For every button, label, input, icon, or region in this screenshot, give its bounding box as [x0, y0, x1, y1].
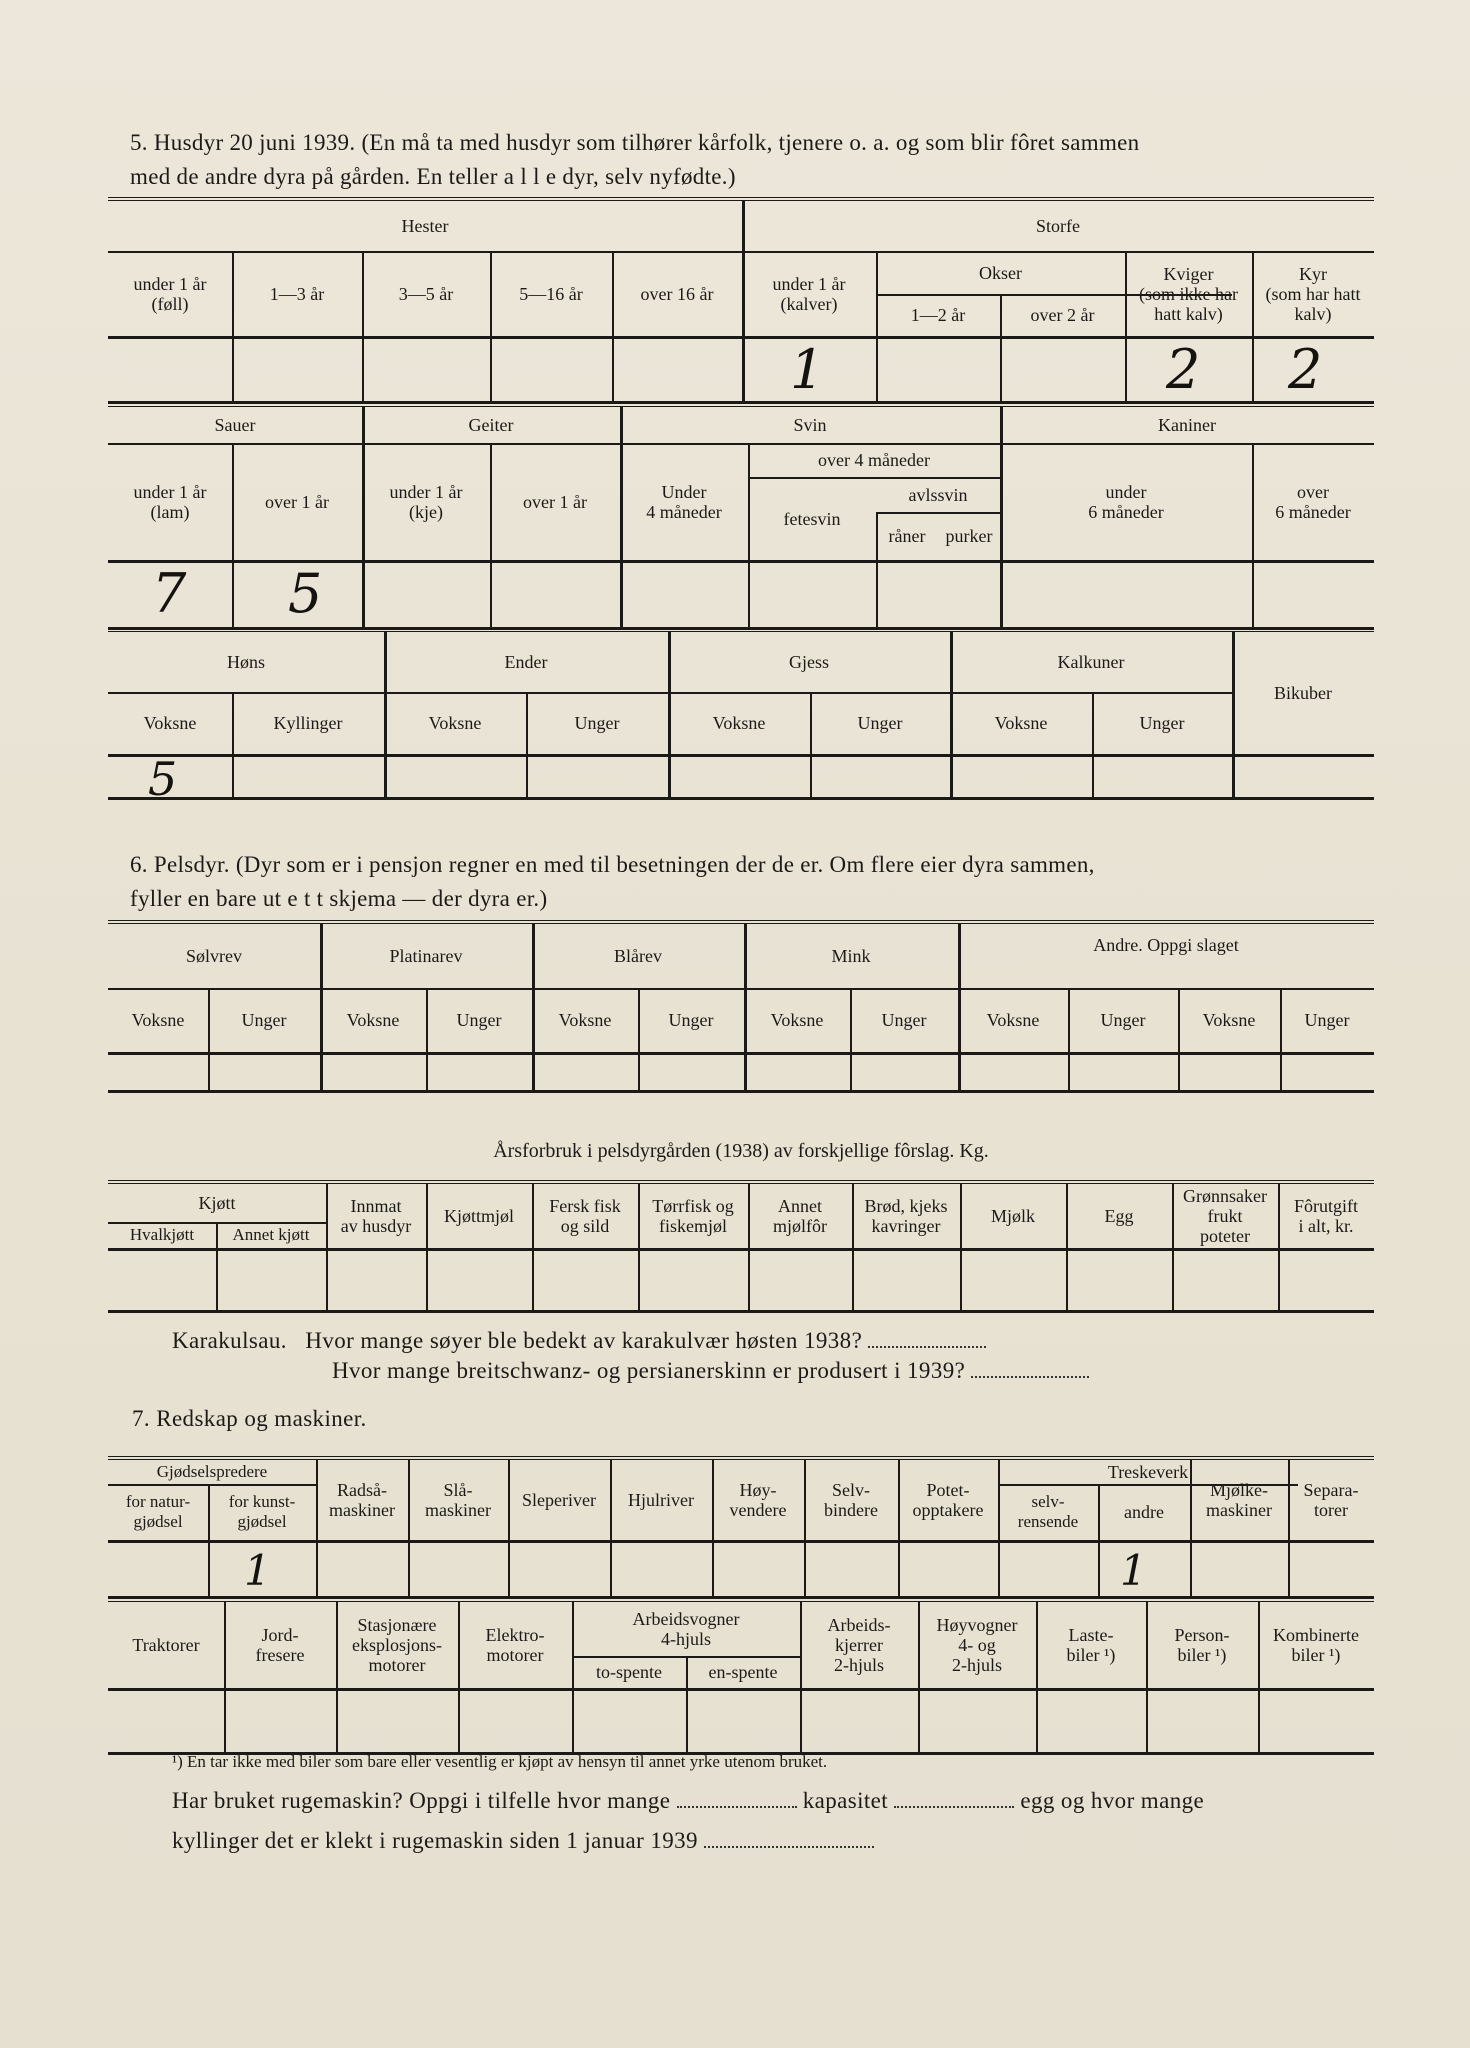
treskeverk-col-andre: andre: [1124, 1502, 1164, 1522]
solvrev-col-voksne: Voksne: [131, 1010, 185, 1030]
arbeidsvogner-col-en-spente: en-spente: [708, 1662, 778, 1682]
table-sauer-svin: [108, 403, 1374, 630]
col-sleperiver: Sleperiver: [522, 1490, 596, 1510]
kalkuner-header: Kalkuner: [1057, 652, 1125, 672]
andre1-col-unger: Unger: [1100, 1010, 1146, 1030]
kaniner-col-over6: over 6 måneder: [1275, 481, 1351, 522]
svin-col-under4: Under 4 måneder: [646, 481, 722, 522]
forbruk-col-innmat: Innmat av husdyr: [340, 1196, 412, 1236]
treskeverk-header: Treskeverk: [1107, 1462, 1189, 1482]
geiter-header: Geiter: [468, 415, 514, 435]
col-elektromotorer: Elektro- motorer: [485, 1625, 545, 1665]
storfe-header: Storfe: [1036, 216, 1080, 236]
kalkuner-col-unger: Unger: [1139, 713, 1185, 733]
value-kalver[interactable]: 1: [790, 338, 825, 401]
forbruk-col-mjolk: Mjølk: [990, 1206, 1035, 1226]
svin-over4-header: over 4 måneder: [818, 450, 930, 470]
gjess-col-unger: Unger: [857, 713, 903, 733]
rugemaskin-line-1: [172, 1788, 1204, 1814]
solvrev-header: Sølvrev: [186, 946, 242, 966]
value-kyr[interactable]: 2: [1288, 338, 1323, 401]
gjodsel-col-kunst: for kunst- gjødsel: [228, 1492, 296, 1531]
kaniner-header: Kaniner: [1158, 415, 1216, 435]
section-6-heading-line1: 6. Pelsdyr. (Dyr som er i pensjon regner en med til besetningen der de er. Om flere eier dyra sammen,: [130, 852, 1095, 877]
karakul-q2-answer-field[interactable]: [971, 1358, 1089, 1378]
forbruk-col-hvalkjott: Hvalkjøtt: [129, 1225, 195, 1244]
footnote-biler: ¹) En tar ikke med biler som bare eller vesentlig er kjøpt av hensyn til annet yrke utenom bruket.: [172, 1752, 828, 1771]
okser-col-1-2: 1—2 år: [910, 305, 966, 325]
rugemaskin-antall-field[interactable]: [677, 1788, 797, 1808]
col-lastebiler: Laste- biler ¹): [1066, 1625, 1116, 1665]
section-5-heading-line2: med de andre dyra på gården. En teller a l l e dyr, selv nyfødte.): [130, 164, 736, 189]
rugemaskin-q1c: egg og hvor mange: [1020, 1788, 1205, 1813]
andre2-col-unger: Unger: [1304, 1010, 1350, 1030]
hester-col-foll: under 1 år (føll): [133, 273, 207, 314]
value-sau-over1[interactable]: 5: [288, 562, 323, 625]
mink-col-unger: Unger: [881, 1010, 927, 1030]
storfe-col-kyr: Kyr (som har hatt kalv): [1265, 263, 1361, 324]
forbruk-col-annet-mjolfor: Annet mjølfôr: [773, 1196, 827, 1236]
col-hjulriver: Hjulriver: [628, 1490, 694, 1510]
rugemaskin-kapasitet-field[interactable]: [894, 1788, 1014, 1808]
col-radsamaskiner: Radså- maskiner: [329, 1480, 395, 1520]
value-treskeverk-andre[interactable]: 1: [1120, 1546, 1147, 1595]
col-hoyvendere: Høy- vendere: [729, 1480, 787, 1520]
blarev-header: Blårev: [614, 946, 662, 966]
forbruk-col-gronnsaker: Grønnsaker frukt poteter: [1183, 1186, 1267, 1246]
andre2-col-voksne: Voksne: [1202, 1010, 1256, 1030]
col-selvbindere: Selv- bindere: [824, 1480, 878, 1520]
forbruk-col-annet-kjott: Annet kjøtt: [232, 1225, 310, 1244]
okser-header: Okser: [979, 262, 1022, 283]
section-6-heading: [130, 848, 1380, 916]
svin-col-raner: råner: [888, 526, 926, 546]
geiter-col-kje: under 1 år (kje): [389, 481, 463, 522]
arbeidsvogner-col-to-spente: to-spente: [596, 1662, 662, 1682]
hester-col-1-3: 1—3 år: [269, 283, 325, 304]
section-5-heading: [130, 126, 1380, 194]
treskeverk-col-selvrensende: selv- rensende: [1017, 1492, 1079, 1531]
col-stasjonaere-motorer: Stasjonære eksplosjons- motorer: [352, 1615, 442, 1675]
col-separatorer: Separa- torer: [1303, 1480, 1359, 1520]
rugemaskin-line-2: [172, 1828, 874, 1854]
forbruk-col-fersk-fisk: Fersk fisk og sild: [549, 1196, 621, 1236]
forbruk-col-forutgift: Fôrutgift i alt, kr.: [1293, 1196, 1358, 1236]
karakul-q1-text: Hvor mange søyer ble bedekt av karakulvær høsten 1938?: [305, 1328, 863, 1353]
hester-col-3-5: 3—5 år: [398, 283, 454, 304]
forbruk-col-torrfisk: Tørrfisk og fiskemjøl: [652, 1196, 734, 1236]
table-fjorfe: [108, 628, 1374, 806]
col-mjolkemaskiner: Mjølke- maskiner: [1206, 1480, 1272, 1520]
ender-col-unger: Unger: [574, 713, 620, 733]
sauer-header: Sauer: [214, 415, 256, 435]
rugemaskin-q2: kyllinger det er klekt i rugemaskin siden 1 januar 1939: [172, 1828, 698, 1853]
hester-col-over16: over 16 år: [640, 283, 714, 304]
arbeidsvogner-header: Arbeidsvogner 4-hjuls: [632, 1609, 740, 1649]
table-redskap-1: [108, 1456, 1374, 1599]
karakul-q1-answer-field[interactable]: [868, 1328, 986, 1348]
forbruk-col-brod: Brød, kjeks kavringer: [864, 1196, 948, 1236]
platinarev-col-voksne: Voksne: [346, 1010, 400, 1030]
gjess-header: Gjess: [789, 652, 829, 672]
table-hester-storfe: [108, 197, 1374, 404]
col-arbeidskjerrer: Arbeids- kjerrer 2-hjuls: [827, 1615, 891, 1675]
karakul-q2-text: Hvor mange breitschwanz- og persianerskinn er produsert i 1939?: [332, 1358, 966, 1383]
section-6-heading-line2: fyller en bare ut e t t skjema — der dyra er.): [130, 886, 548, 911]
hester-col-5-16: 5—16 år: [519, 283, 583, 304]
sauer-col-lam: under 1 år (lam): [133, 481, 207, 522]
rugemaskin-kyllinger-field[interactable]: [704, 1828, 874, 1848]
table-forbruk: [108, 1180, 1374, 1313]
col-jordfresere: Jord- freserе: [255, 1625, 305, 1665]
table-redskap-2: [108, 1598, 1374, 1755]
table-pelsdyr: [108, 920, 1374, 1093]
kjott-header: Kjøtt: [198, 1193, 236, 1213]
ender-col-voksne: Voksne: [428, 713, 482, 733]
hons-header: Høns: [226, 652, 265, 672]
sauer-col-over1: over 1 år: [265, 491, 329, 512]
col-potetopptakere: Potet- opptakere: [912, 1480, 984, 1520]
value-hons-voksne[interactable]: 5: [148, 752, 178, 806]
hons-col-voksne: Voksne: [143, 713, 197, 733]
col-personbiler: Person- biler ¹): [1174, 1625, 1230, 1665]
hester-header: Hester: [401, 216, 449, 236]
andre1-col-voksne: Voksne: [986, 1010, 1040, 1030]
gjodsel-col-natur: for natur- gjødsel: [125, 1492, 191, 1531]
platinarev-header: Platinarev: [389, 946, 463, 966]
forbruk-title: Årsforbruk i pelsdyrgården (1938) av forskjellige fôrslag. Kg.: [493, 1140, 989, 1162]
forbruk-col-kjottmjol: Kjøttmjøl: [443, 1206, 514, 1226]
gjess-col-voksne: Voksne: [712, 713, 766, 733]
gjodsel-header: Gjødselspredere: [156, 1462, 268, 1481]
svin-col-fetesvin: fetesvin: [783, 508, 841, 529]
section-5-heading-line1: 5. Husdyr 20 juni 1939. (En må ta med husdyr som tilhører kårfolk, tjenere o. a. og som blir fôret sammen: [130, 130, 1140, 155]
geiter-col-over1: over 1 år: [523, 491, 587, 512]
col-traktorer: Traktorer: [132, 1635, 200, 1655]
forbruk-col-egg: Egg: [1104, 1206, 1134, 1226]
solvrev-col-unger: Unger: [241, 1010, 287, 1030]
kalkuner-col-voksne: Voksne: [994, 713, 1048, 733]
storfe-col-kalver: under 1 år (kalver): [772, 273, 846, 314]
rugemaskin-q1a: Har bruket rugemaskin? Oppgi i tilfelle hvor mange: [172, 1788, 671, 1813]
value-lam[interactable]: 7: [152, 562, 187, 625]
hons-col-kyllinger: Kyllinger: [273, 713, 343, 733]
karakul-label: Karakulsau.: [172, 1328, 287, 1353]
blarev-col-unger: Unger: [668, 1010, 714, 1030]
karakul-question-2: [332, 1358, 1089, 1384]
col-hoyvogner: Høyvogner 4- og 2-hjuls: [936, 1615, 1018, 1675]
col-slamaskiner: Slå- maskiner: [425, 1480, 491, 1520]
karakul-question-1: [172, 1328, 986, 1354]
rugemaskin-q1b: kapasitet: [802, 1788, 889, 1813]
ender-header: Ender: [504, 652, 548, 672]
okser-col-over2: over 2 år: [1030, 305, 1095, 325]
mink-header: Mink: [831, 946, 871, 966]
svin-header: Svin: [793, 415, 827, 435]
kaniner-col-under6: under 6 måneder: [1088, 481, 1164, 522]
value-kunstgjodsel[interactable]: 1: [244, 1546, 271, 1595]
storfe-col-kviger: Kviger (som ikke har hatt kalv): [1139, 263, 1238, 324]
andre-header: Andre. Oppgi slaget: [1093, 935, 1239, 955]
col-kombinerte-biler: Kombinerte biler ¹): [1273, 1625, 1359, 1665]
platinarev-col-unger: Unger: [456, 1010, 502, 1030]
svin-col-purker: purker: [945, 526, 993, 546]
value-kviger[interactable]: 2: [1166, 338, 1201, 401]
bikuber-header: Bikuber: [1274, 683, 1332, 703]
svin-avlssvin-header: avlssvin: [908, 484, 968, 505]
mink-col-voksne: Voksne: [770, 1010, 824, 1030]
section-7-heading: 7. Redskap og maskiner.: [132, 1406, 367, 1431]
blarev-col-voksne: Voksne: [558, 1010, 612, 1030]
